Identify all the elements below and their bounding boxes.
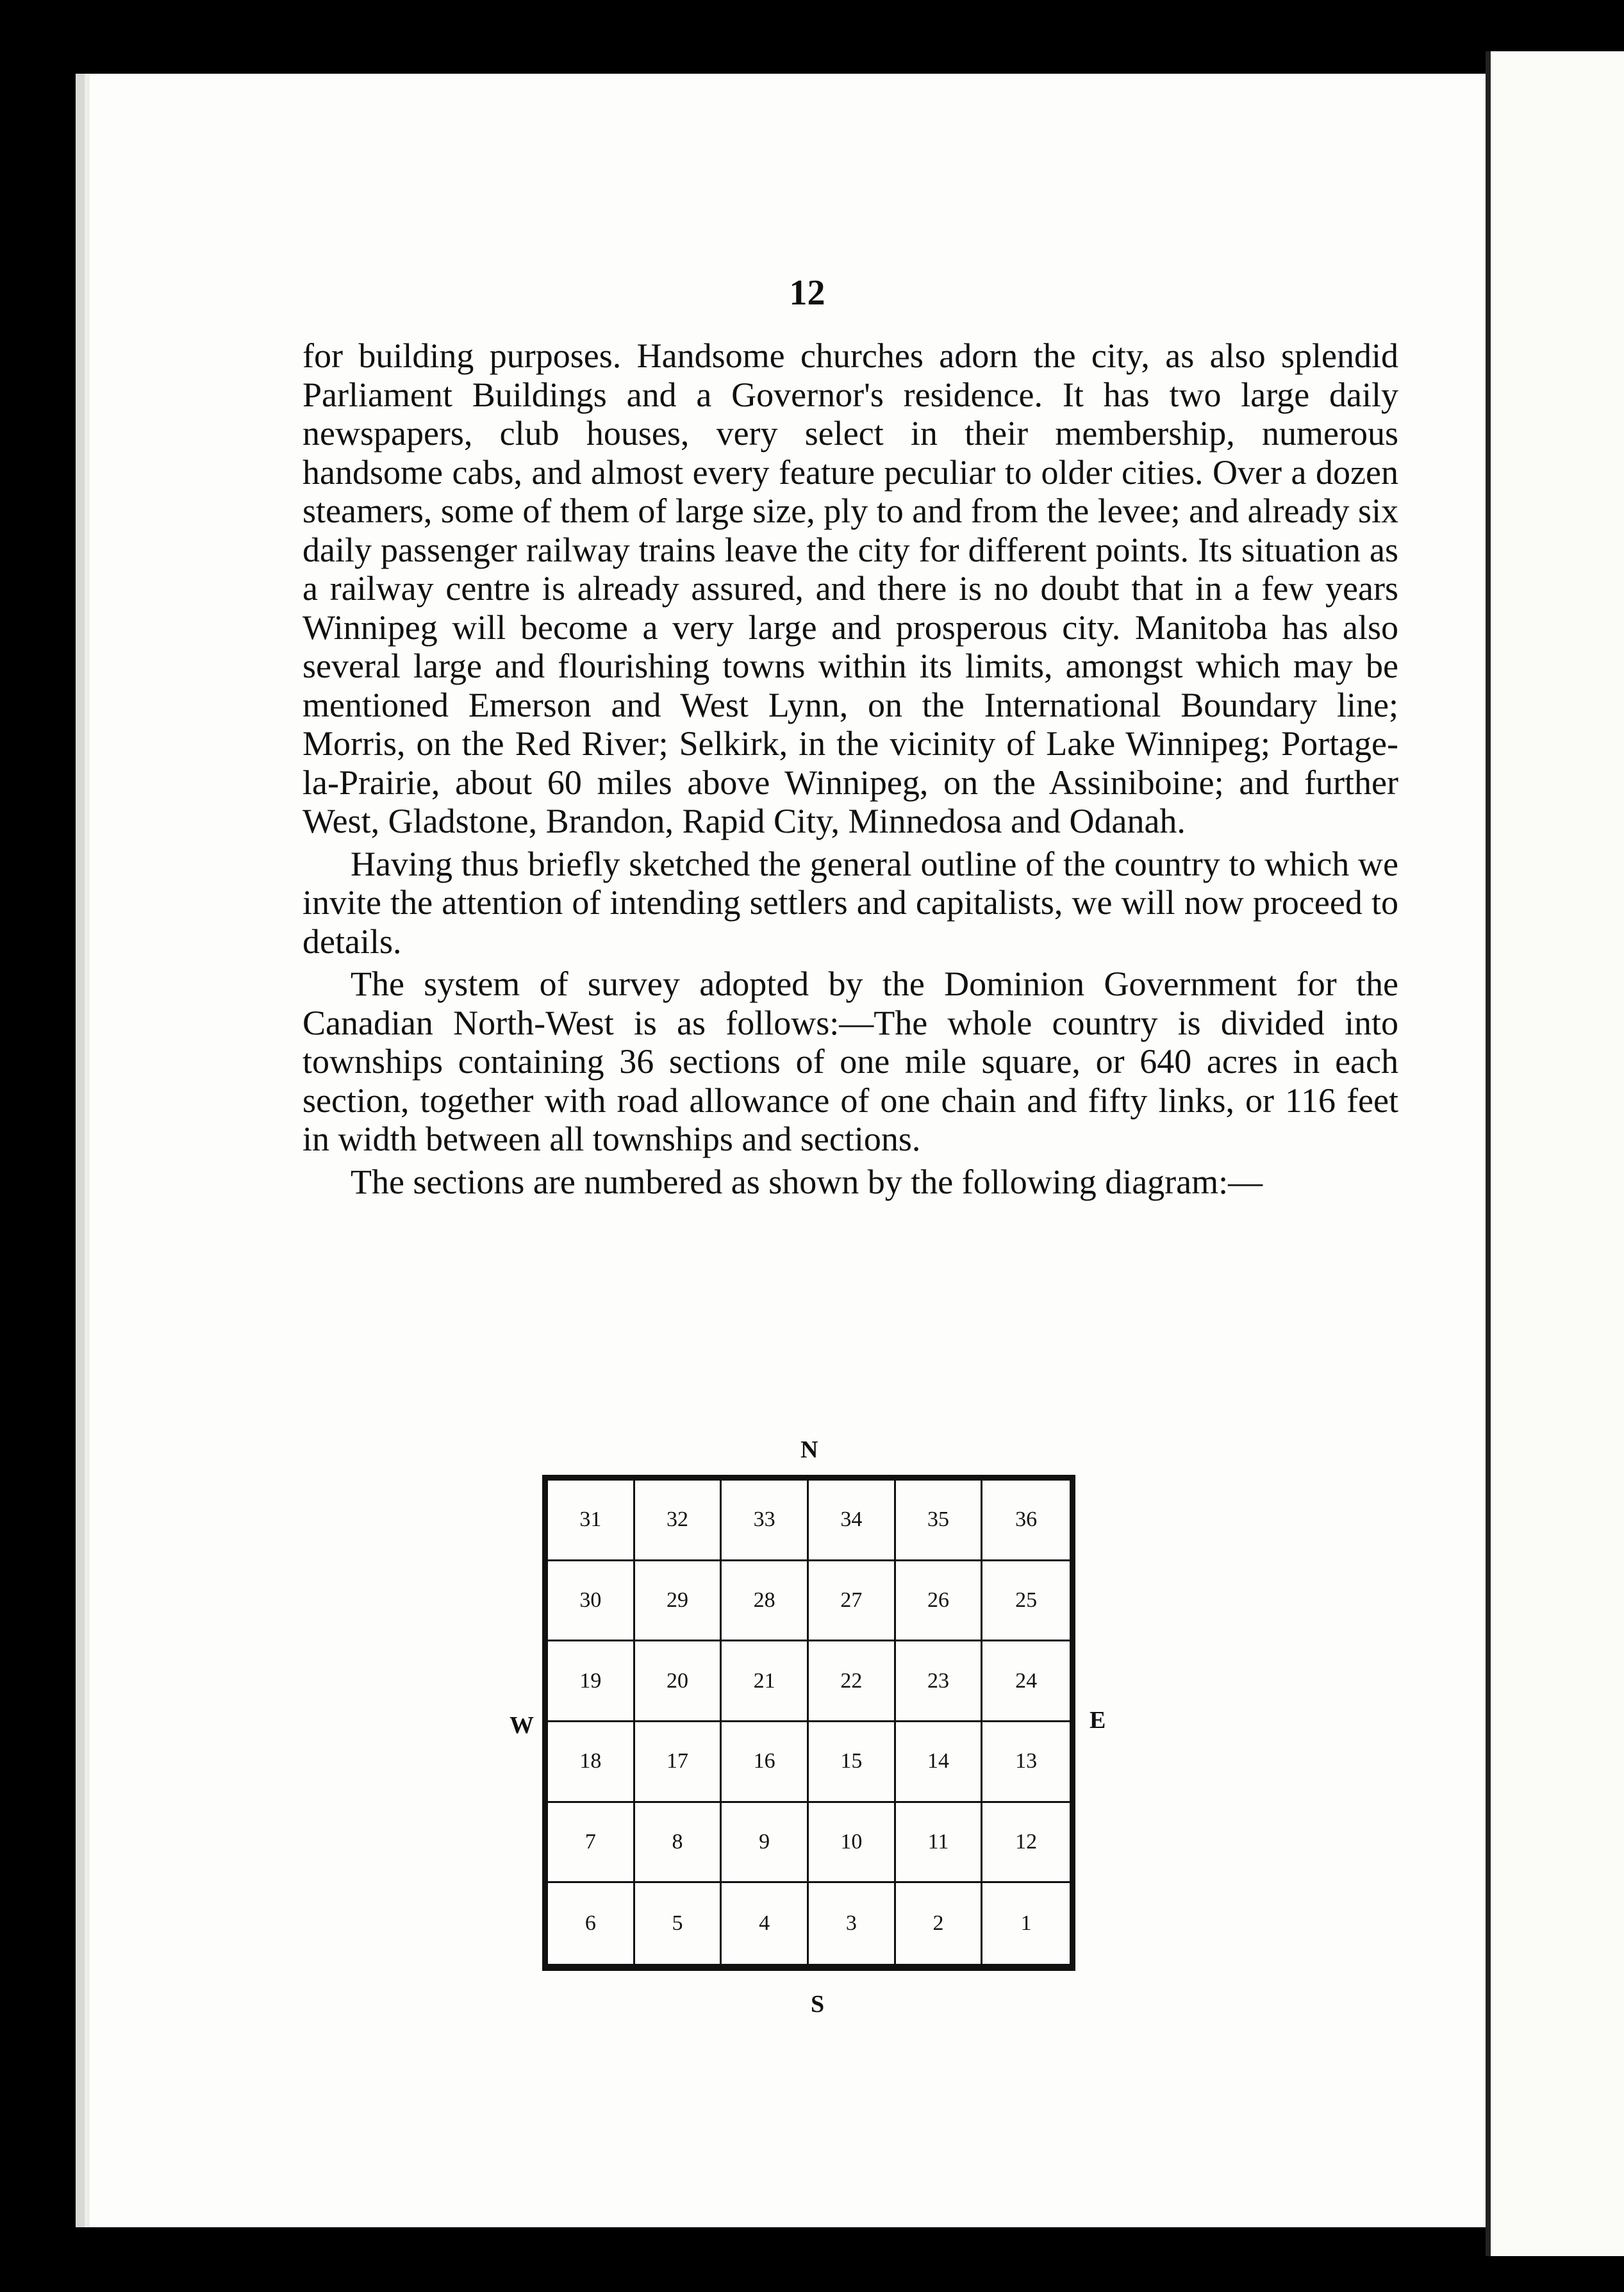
section-cell: 25 bbox=[982, 1561, 1070, 1642]
page-number: 12 bbox=[789, 273, 825, 313]
compass-south-label: S bbox=[811, 1991, 825, 2018]
section-cell: 33 bbox=[722, 1481, 809, 1561]
facing-page-edge bbox=[1486, 51, 1624, 2256]
section-cell: 5 bbox=[635, 1883, 722, 1964]
section-cell: 2 bbox=[896, 1883, 983, 1964]
section-cell: 30 bbox=[548, 1561, 635, 1642]
township-sections-diagram bbox=[542, 1475, 1075, 1971]
compass-north-label: N bbox=[800, 1436, 818, 1463]
section-cell: 8 bbox=[635, 1803, 722, 1884]
section-cell: 3 bbox=[809, 1883, 896, 1964]
section-cell: 27 bbox=[809, 1561, 896, 1642]
paragraph-winnipeg: for building purposes. Handsome churches adorn the city, as also splendid Parliament Buildings and a Governor's residence. It has two large daily newspapers, club houses, very select in their membership, numerous handsome cabs, and almost every feature peculiar to older cities. Over a dozen steamers, some of them of large size, ply to and from the levee; and already six daily passenger railway trains leave the city for different points. Its situation as a railway centre is already assured, and there is no doubt that in a few years Winnipeg will become a very large and prosperous city. Manitoba has also several large and flourishing towns within its limits, amongst which may be mentioned Emerson and West Lynn, on the International Boundary line; Morris, on the Red River; Selkirk, in the vicinity of Lake Winnipeg; Portage-la-Prairie, about 60 miles above Winnipeg, on the Assiniboine; and further West, Gladstone, Brandon, Rapid City, Minnedosa and Odanah. bbox=[302, 336, 1398, 840]
section-cell: 20 bbox=[635, 1641, 722, 1722]
section-cell: 12 bbox=[982, 1803, 1070, 1884]
section-cell: 10 bbox=[809, 1803, 896, 1884]
section-cell: 28 bbox=[722, 1561, 809, 1642]
section-cell: 4 bbox=[722, 1883, 809, 1964]
section-cell: 1 bbox=[1020, 1911, 1032, 1936]
section-cell: 14 bbox=[896, 1722, 983, 1803]
section-cell: 17 bbox=[635, 1722, 722, 1803]
section-cell: 26 bbox=[896, 1561, 983, 1642]
section-cell: 7 bbox=[548, 1803, 635, 1884]
paragraph-diagram-intro: The sections are numbered as shown by the following diagram:— bbox=[351, 1162, 1263, 1201]
section-cell: 9 bbox=[722, 1803, 809, 1884]
section-cell: 6 bbox=[548, 1883, 635, 1964]
section-cell: 15 bbox=[809, 1722, 896, 1803]
section-cell: 18 bbox=[548, 1722, 635, 1803]
section-cell: 34 bbox=[809, 1481, 896, 1561]
compass-west-label: W bbox=[510, 1712, 534, 1739]
section-cell: 21 bbox=[722, 1641, 809, 1722]
section-cell: 16 bbox=[722, 1722, 809, 1803]
section-cell: 31 bbox=[548, 1481, 635, 1561]
section-cell: 24 bbox=[982, 1641, 1070, 1722]
section-cell: 32 bbox=[635, 1481, 722, 1561]
section-cell: 35 bbox=[896, 1481, 983, 1561]
section-cell: 29 bbox=[635, 1561, 722, 1642]
body-text bbox=[302, 336, 1398, 1201]
paragraph-survey-system: The system of survey adopted by the Dominion Government for the Canadian North-West is as follows:—The whole country is divided into townships containing 36 sections of one mile square, or 640 acres in each section, together with road allowance of one chain and fifty links, or 116 feet in width between all townships and sections. bbox=[302, 965, 1398, 1158]
section-cell: 22 bbox=[809, 1641, 896, 1722]
section-cell: 19 bbox=[548, 1641, 635, 1722]
section-cell: 23 bbox=[896, 1641, 983, 1722]
paragraph-outline: Having thus briefly sketched the general outline of the country to which we invite the attention of intending settlers and capitalists, we will now proceed to details. bbox=[302, 844, 1398, 961]
section-cell: 36 bbox=[982, 1481, 1070, 1561]
section-cell: 13 bbox=[982, 1722, 1070, 1803]
compass-east-label: E bbox=[1090, 1707, 1106, 1734]
section-cell: 11 bbox=[896, 1803, 983, 1884]
